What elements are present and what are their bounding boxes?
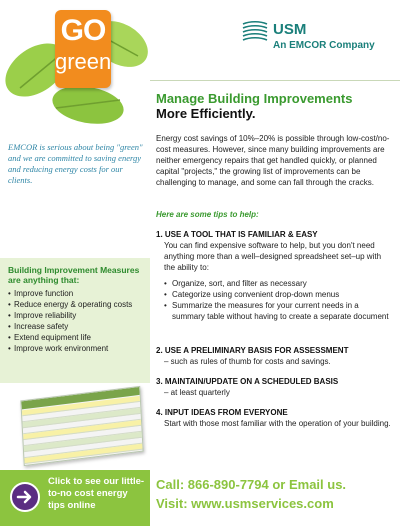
tip-bullets [156, 278, 392, 322]
list-item: • Improve work environment [8, 343, 148, 354]
headline-line1: Manage Building Improvements [156, 91, 353, 106]
improvement-measures-box [0, 258, 150, 383]
spreadsheet-thumbnail [20, 386, 143, 466]
tip-1 [156, 229, 392, 322]
badge-go-text: GO [60, 14, 106, 47]
online-tips-label[interactable]: Click to see our little-to-no cost energy tips online [48, 476, 145, 511]
list-item: • Categorize using convenient drop-down menus [164, 289, 392, 300]
online-tips-button[interactable] [0, 470, 150, 526]
tip-body: Start with those most familiar with the operation of your building. [164, 419, 391, 428]
list-item: • Improve reliability [8, 310, 148, 321]
improvement-measures-title: Building Improvement Measures are anything that: [8, 265, 140, 285]
improvement-measures-list [8, 288, 148, 354]
headline-line2: More Efficiently. [156, 106, 256, 121]
intro-statement: EMCOR is serious about being "green" and we are committed to saving energy and reducing energy costs for our clients. [8, 142, 143, 185]
tip-4 [156, 407, 392, 429]
tip-3 [156, 376, 392, 398]
contact-phone-email[interactable]: Call: 866-890-7794 or Email us. [156, 477, 347, 492]
tip-2 [156, 345, 392, 367]
tip-heading: 1. USE A TOOL THAT IS FAMILIAR & EASY [156, 230, 318, 239]
list-item: • Extend equipment life [8, 332, 148, 343]
left-column [0, 0, 150, 526]
go-green-badge [55, 10, 111, 88]
list-item: • Organize, sort, and filter as necessary [164, 278, 392, 289]
tip-body: You can find expensive software to help, but you don't need anything more than a well–designed spreadsheet set–up with the ability to: [164, 241, 382, 272]
tip-body: – at least quarterly [164, 388, 230, 397]
list-item: • Improve function [8, 288, 148, 299]
arrow-right-icon[interactable] [10, 482, 40, 512]
tip-heading: 3. MAINTAIN/UPDATE ON A SCHEDULED BASIS [156, 377, 339, 386]
logo-tagline: An EMCOR Company [273, 40, 375, 51]
badge-green-text: green [55, 49, 112, 74]
usm-logo [240, 18, 390, 68]
lead-paragraph: Energy cost savings of 10%–20% is possible through low-cost/no-cost measures. However, since many building improvements are neither emergency repairs that get handled quickly, or planned capital "projects," the growing list of improvements can be challenging to manage, and some can fall through the cracks. [156, 134, 390, 187]
contact-website-link[interactable]: Visit: www.usmservices.com [156, 496, 334, 511]
tips-heading: Here are some tips to help: [156, 210, 259, 219]
contact-block [150, 470, 400, 526]
usm-logo-icon [240, 18, 270, 48]
logo-name: USM [273, 21, 307, 38]
list-item: • Summarize the measures for your current needs in a summary table without having to create a separate document [164, 300, 392, 322]
tip-heading: 2. USE A PRELIMINARY BASIS FOR ASSESSMENT [156, 346, 349, 355]
tip-heading: 4. INPUT IDEAS FROM EVERYONE [156, 408, 288, 417]
list-item: • Reduce energy & operating costs [8, 299, 148, 310]
divider [150, 80, 400, 81]
tip-body: – such as rules of thumb for costs and savings. [164, 357, 331, 366]
list-item: • Increase safety [8, 321, 148, 332]
